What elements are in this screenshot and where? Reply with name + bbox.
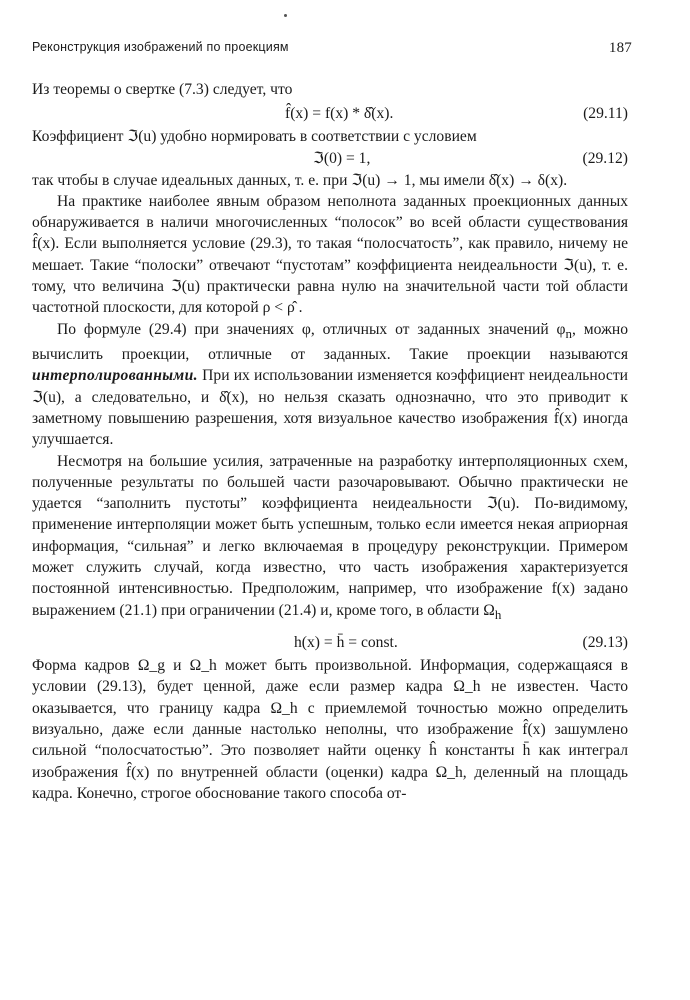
speck [284,14,287,17]
paragraph-6-text: Несмотря на большие усилия, затраченные на разработку интерполяционных схем, полученные результаты по большей части разочаровывают. Обычно практически не удается “заполнить пустоты” коэффициента неидеальности ℑ(u). По-видимому, применение интерполяции может быть успешным, только если имеется некая априорная информация, “сильная” и легко включаемая в процедуру реконструкции. Примером может служить случай, когда известно, что часть изображения характеризуется постоянной интенсивностью. Предположим, например, что изображение f(x) задано выражением (21.1) при ограничении (21.4) и, кроме того, в области Ω [32,452,628,619]
subscript-n: n [565,325,573,341]
running-header [32,40,632,58]
paragraph-5 [32,319,628,451]
equation-formula: f̂(x) = f(x) * δ̂(x). [285,105,394,123]
paragraph-3: так чтобы в случае идеальных данных, т. е. при ℑ(u) → 1, мы имели δ̂(x) → δ(x). [32,171,568,189]
page-number: 187 [608,40,632,56]
equation-number: (29.11) [583,105,628,123]
equation-29-13 [32,625,628,655]
equation-number: (29.12) [582,149,628,167]
paragraph-4: На практике наиболее явным образом неполнота заданных проекционных данных обнаруживается в наличи многочисленных “полосок” во всей области существования f̂(x). Если выполняется условие (29.3), то такая “полосчатость”, как правило, ничему не мешает. Такие “полоски” отвечают “пустотам” коэффициента неидеальности ℑ(u), т. е. тому, что величина ℑ(u) практически равна нулю на значительной части той области частотной плоскости, для которой ρ < ρ̂ . [32,192,628,317]
equation-number: (29.13) [582,634,628,652]
paragraph-2: Коэффициент ℑ(u) удобно нормировать в соответствии с условием [32,128,477,146]
running-title: Реконструкция изображений по проекциям [32,40,289,54]
paragraph-5-a: По формуле (29.4) при значениях φ, отличных от заданных значений φ [57,320,566,338]
paragraph-1: Из теоремы о свертке (7.3) следует, что [32,81,293,98]
paragraph-6 [32,451,628,625]
paragraph-5-c: При их использовании изменяется коэффициент неидеальности ℑ(u), а следовательно, и δ̂(x), но нельзя сказать однозначно, что это приводит к заметному повышению разрешения, хотя визуальное качество изображения f̂(x) иногда улучшается. [32,367,628,449]
equation-formula: ℑ(0) = 1, [313,149,371,167]
equation-29-12 [32,148,628,170]
paragraph-5-b: , можно вычислить проекции, отличные от заданных. Такие проекции называются [32,320,628,364]
equation-formula: h(x) = h̄ = const. [294,634,398,652]
subscript-h: h [494,606,502,622]
equation-29-11 [32,100,628,126]
paragraph-7: Форма кадров Ω_g и Ω_h может быть произвольной. Информация, содержащаяся в условии (29.13), будет ценной, даже если размер кадра Ω_h не известен. Часто оказывается, что границу кадра Ω_h с приемлемой точностью можно определить визуально, даже если данные настолько неполны, что изображение f̂(x) зашумлено сильной “полосчатостью”. Это позволяет найти оценку ĥ константы h̄ как интеграл изображения f̂(x) по внутренней области (оценки) кадра Ω_h, деленный на площадь кадра. Конечно, строгое обоснование такого способа от- [32,657,628,802]
body-text [32,79,628,804]
emphasized-term: интерполированными. [32,367,198,385]
